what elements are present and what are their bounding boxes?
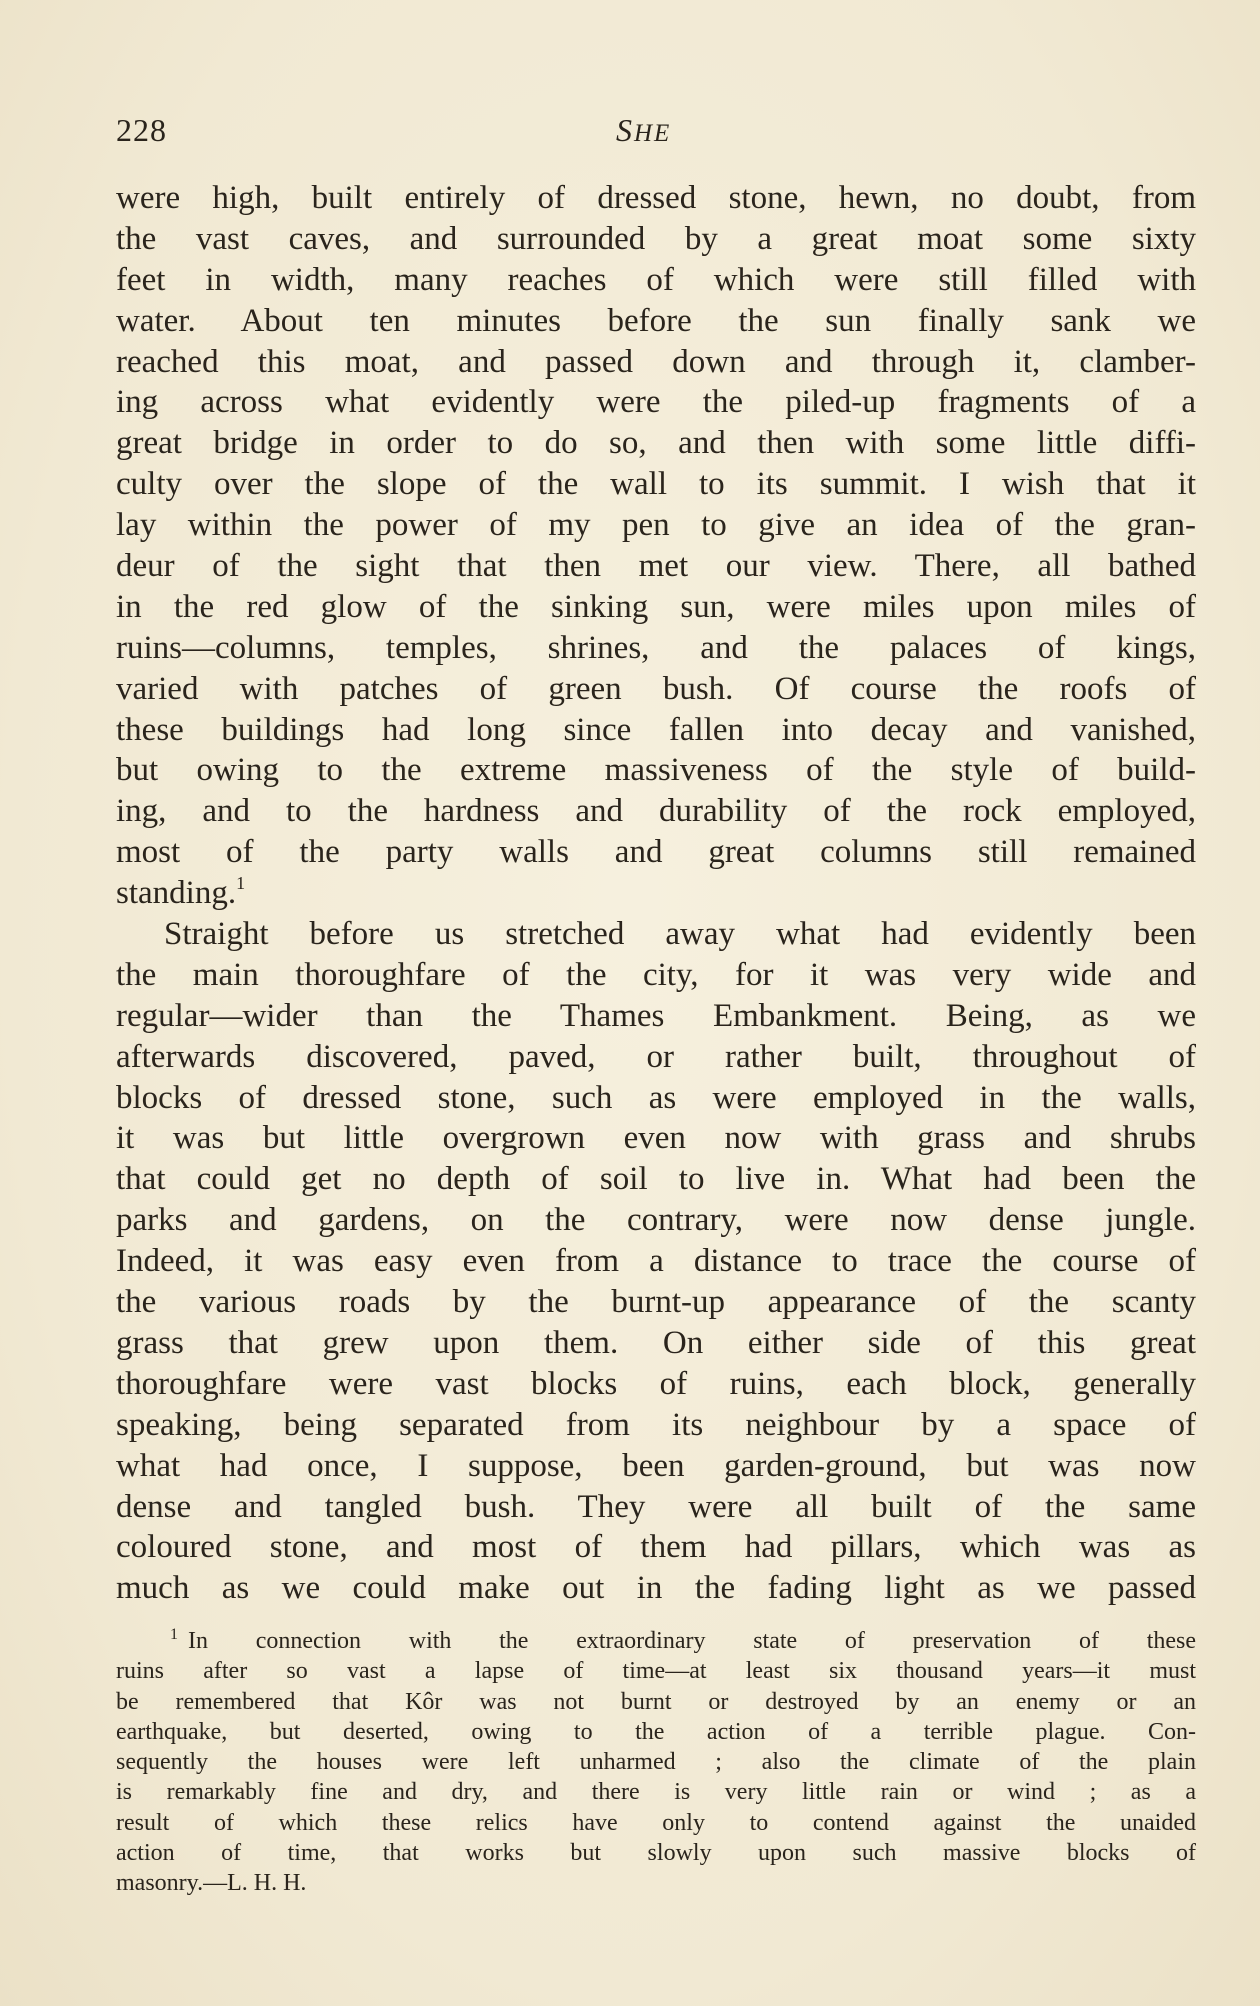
body-line: ing, and to the hardness and durability of the rock employed, <box>116 793 1196 830</box>
footnote-reference[interactable]: 1 <box>236 873 246 894</box>
body-line: Indeed, it was easy even from a distance to trace the course of <box>116 1243 1196 1280</box>
footnote-line: action of time, that works but slowly upon such massive blocks of <box>116 1840 1196 1867</box>
body-line: that could get no depth of soil to live in. What had been the <box>116 1161 1196 1198</box>
body-line: deur of the sight that then met our view. There, all bathed <box>116 548 1196 585</box>
paragraph-start-line: Straight before us stretched away what had evidently been <box>164 916 1196 953</box>
body-line: these buildings had long since fallen into decay and vanished, <box>116 711 1196 748</box>
body-line: culty over the slope of the wall to its summit. I wish that it <box>116 466 1196 503</box>
body-line: regular—wider than the Thames Embankment. Being, as we <box>116 997 1196 1034</box>
footnote-line-text: In connection with the extraordinary state of preservation of these <box>188 1628 1196 1654</box>
body-line: most of the party walls and great columns still remained <box>116 834 1196 871</box>
body-line: blocks of dressed stone, such as were employed in the walls, <box>116 1079 1196 1116</box>
body-line: speaking, being separated from its neighbour by a space of <box>116 1406 1196 1443</box>
running-header <box>116 112 1196 152</box>
body-line: parks and gardens, on the contrary, were now dense jungle. <box>116 1202 1196 1239</box>
body-line: thoroughfare were vast blocks of ruins, each block, generally <box>116 1365 1196 1402</box>
footnote-line: ruins after so vast a lapse of time—at least six thousand years—it must <box>116 1658 1196 1685</box>
body-line: varied with patches of green bush. Of course the roofs of <box>116 670 1196 707</box>
body-line: ing across what evidently were the piled-up fragments of a <box>116 384 1196 421</box>
body-line: afterwards discovered, paved, or rather built, throughout of <box>116 1038 1196 1075</box>
body-line: in the red glow of the sinking sun, were miles upon miles of <box>116 588 1196 625</box>
paragraph-end-line <box>116 873 1196 914</box>
body-line: feet in width, many reaches of which were still filled with <box>116 261 1196 298</box>
footnote-block <box>116 1626 1196 1899</box>
running-title-rest: HE <box>634 120 672 147</box>
body-text <box>116 178 1196 1609</box>
page-number: 228 <box>116 112 167 148</box>
footnote-line: be remembered that Kôr was not burnt or destroyed by an enemy or an <box>116 1688 1196 1715</box>
footnote-line: earthquake, but deserted, owing to the action of a terrible plague. Con- <box>116 1718 1196 1745</box>
body-line: but owing to the extreme massiveness of the style of build- <box>116 752 1196 789</box>
running-title <box>616 112 671 149</box>
body-line: it was but little overgrown even now with grass and shrubs <box>116 1120 1196 1157</box>
footnote-line: sequently the houses were left unharmed ; also the climate of the plain <box>116 1749 1196 1776</box>
body-line: were high, built entirely of dressed stone, hewn, no doubt, from <box>116 180 1196 216</box>
body-line: what had once, I suppose, been garden-ground, but was now <box>116 1447 1196 1484</box>
footnote-number: 1 <box>170 1626 178 1643</box>
body-line: dense and tangled bush. They were all built of the same <box>116 1488 1196 1525</box>
body-line: great bridge in order to do so, and then with some little diffi- <box>116 425 1196 462</box>
body-line: water. About ten minutes before the sun finally sank we <box>116 302 1196 339</box>
body-line: lay within the power of my pen to give an idea of the gran- <box>116 507 1196 544</box>
body-line: grass that grew upon them. On either side of this great <box>116 1324 1196 1361</box>
footnote-first-line <box>116 1626 1196 1656</box>
footnote-line: masonry.—L. H. H. <box>116 1870 307 1897</box>
body-line-text: standing. <box>116 875 237 912</box>
body-line: much as we could make out in the fading light as we passed <box>116 1570 1196 1607</box>
body-line: the various roads by the burnt-up appearance of the scanty <box>116 1284 1196 1321</box>
body-line: ruins—columns, temples, shrines, and the palaces of kings, <box>116 629 1196 666</box>
body-line: the vast caves, and surrounded by a great moat some sixty <box>116 220 1196 257</box>
body-line: coloured stone, and most of them had pillars, which was as <box>116 1529 1196 1566</box>
body-line: the main thoroughfare of the city, for it was very wide and <box>116 956 1196 993</box>
running-title-initial: S <box>616 112 634 148</box>
footnote-line: result of which these relics have only to contend against the unaided <box>116 1809 1196 1836</box>
body-line: reached this moat, and passed down and through it, clamber- <box>116 343 1196 380</box>
footnote-line: is remarkably fine and dry, and there is very little rain or wind ; as a <box>116 1779 1196 1806</box>
